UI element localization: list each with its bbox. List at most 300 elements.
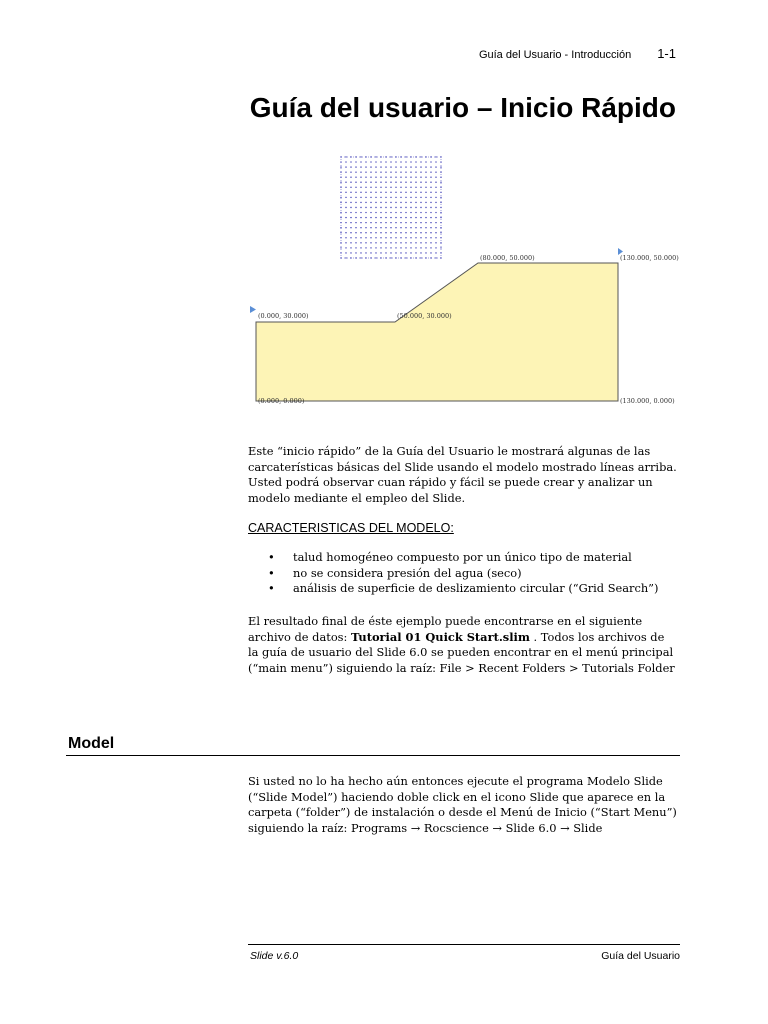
grid-point — [395, 187, 396, 188]
grid-point — [380, 202, 381, 203]
grid-point — [440, 207, 441, 208]
grid-point — [375, 207, 376, 208]
grid-point — [340, 171, 341, 172]
grid-point — [420, 257, 421, 258]
grid-point — [415, 227, 416, 228]
grid-point — [345, 202, 346, 203]
grid-point — [430, 166, 431, 167]
grid-point — [380, 182, 381, 183]
grid-point — [355, 252, 356, 253]
grid-point — [360, 192, 361, 193]
grid-point — [370, 182, 371, 183]
grid-point — [390, 252, 391, 253]
grid-point — [390, 237, 391, 238]
grid-point — [380, 257, 381, 258]
grid-point — [440, 192, 441, 193]
grid-point — [380, 247, 381, 248]
grid-point — [435, 242, 436, 243]
grid-point — [345, 192, 346, 193]
grid-point — [375, 212, 376, 213]
grid-point — [350, 182, 351, 183]
grid-point — [350, 252, 351, 253]
grid-point — [440, 197, 441, 198]
grid-point — [405, 202, 406, 203]
grid-point — [395, 156, 396, 157]
grid-point — [365, 237, 366, 238]
grid-point — [415, 161, 416, 162]
grid-point — [360, 161, 361, 162]
grid-point — [425, 247, 426, 248]
grid-point — [395, 171, 396, 172]
grid-point — [360, 182, 361, 183]
grid-point — [395, 257, 396, 258]
grid-point — [395, 177, 396, 178]
grid-point — [390, 232, 391, 233]
grid-point — [430, 242, 431, 243]
grid-point — [385, 217, 386, 218]
model-line: (“Slide Model”) haciendo doble click en el icono Slide que aparece en la — [248, 789, 666, 804]
grid-point — [390, 222, 391, 223]
file-name: Tutorial 01 Quick Start.slim — [350, 629, 530, 644]
grid-point — [375, 197, 376, 198]
grid-point — [440, 232, 441, 233]
grid-point — [360, 177, 361, 178]
grid-point — [405, 257, 406, 258]
grid-point — [420, 166, 421, 167]
grid-point — [370, 257, 371, 258]
grid-point — [340, 212, 341, 213]
grid-point — [340, 192, 341, 193]
grid-point — [345, 252, 346, 253]
grid-point — [370, 207, 371, 208]
grid-point — [415, 197, 416, 198]
grid-point — [440, 257, 441, 258]
grid-point — [430, 252, 431, 253]
grid-point — [340, 197, 341, 198]
grid-point — [390, 217, 391, 218]
grid-point — [425, 166, 426, 167]
grid-point — [340, 182, 341, 183]
grid-point — [385, 182, 386, 183]
grid-point — [345, 166, 346, 167]
grid-point — [425, 192, 426, 193]
grid-point — [415, 252, 416, 253]
result-paragraph — [248, 614, 688, 676]
grid-point — [360, 222, 361, 223]
section-heading: Model — [68, 735, 115, 752]
grid-point — [440, 187, 441, 188]
grid-point — [410, 161, 411, 162]
grid-point — [405, 217, 406, 218]
grid-point — [370, 247, 371, 248]
grid-point — [355, 202, 356, 203]
grid-point — [430, 192, 431, 193]
grid-point — [360, 187, 361, 188]
grid-point — [405, 222, 406, 223]
grid-point — [430, 156, 431, 157]
slope-material-region — [256, 263, 618, 401]
grid-point — [385, 212, 386, 213]
intro-line: carcaterísticas básicas del Slide usando el modelo mostrado líneas arriba. — [248, 459, 677, 474]
grid-point — [375, 161, 376, 162]
grid-point — [435, 207, 436, 208]
slip-center-grid — [340, 156, 441, 258]
grid-point — [415, 232, 416, 233]
result-line — [248, 630, 688, 646]
grid-point — [365, 177, 366, 178]
grid-point — [440, 242, 441, 243]
grid-point — [350, 232, 351, 233]
grid-point — [395, 166, 396, 167]
grid-point — [400, 187, 401, 188]
grid-point — [440, 171, 441, 172]
grid-point — [405, 242, 406, 243]
grid-point — [405, 247, 406, 248]
result-text: archivo de datos: — [248, 629, 351, 644]
grid-point — [420, 192, 421, 193]
grid-point — [435, 156, 436, 157]
grid-point — [410, 156, 411, 157]
grid-point — [370, 177, 371, 178]
grid-point — [420, 252, 421, 253]
grid-point — [410, 187, 411, 188]
grid-point — [380, 242, 381, 243]
grid-point — [355, 242, 356, 243]
grid-point — [415, 212, 416, 213]
grid-point — [385, 222, 386, 223]
grid-point — [340, 202, 341, 203]
grid-point — [360, 257, 361, 258]
grid-point — [400, 192, 401, 193]
grid-point — [370, 166, 371, 167]
grid-point — [350, 202, 351, 203]
grid-point — [420, 207, 421, 208]
grid-point — [370, 161, 371, 162]
coord-label: (50.000, 30.000) — [397, 312, 452, 320]
grid-point — [375, 192, 376, 193]
grid-point — [390, 247, 391, 248]
grid-point — [355, 192, 356, 193]
grid-point — [360, 227, 361, 228]
grid-point — [435, 202, 436, 203]
grid-point — [340, 217, 341, 218]
grid-point — [395, 202, 396, 203]
grid-point — [355, 182, 356, 183]
grid-point — [395, 222, 396, 223]
grid-point — [405, 197, 406, 198]
grid-point — [425, 171, 426, 172]
grid-point — [390, 207, 391, 208]
grid-point — [400, 166, 401, 167]
model-line: carpeta (“folder”) de instalación o desde el Menú de Inicio (“Start Menu”) — [248, 805, 677, 819]
grid-point — [420, 217, 421, 218]
grid-point — [430, 247, 431, 248]
grid-point — [345, 237, 346, 238]
grid-point — [355, 222, 356, 223]
grid-point — [425, 161, 426, 162]
grid-point — [430, 257, 431, 258]
grid-point — [365, 242, 366, 243]
grid-point — [440, 182, 441, 183]
grid-point — [420, 227, 421, 228]
grid-point — [375, 247, 376, 248]
grid-point — [390, 242, 391, 243]
coord-label: (80.000, 50.000) — [480, 254, 535, 262]
grid-point — [380, 217, 381, 218]
grid-point — [385, 207, 386, 208]
grid-point — [405, 192, 406, 193]
grid-point — [400, 247, 401, 248]
grid-point — [360, 197, 361, 198]
grid-point — [430, 171, 431, 172]
grid-point — [365, 182, 366, 183]
grid-point — [425, 217, 426, 218]
grid-point — [390, 171, 391, 172]
grid-point — [350, 187, 351, 188]
grid-point — [435, 232, 436, 233]
grid-point — [420, 156, 421, 157]
grid-point — [425, 197, 426, 198]
page-title: Guía del usuario – Inicio Rápido — [249, 92, 676, 123]
grid-point — [435, 217, 436, 218]
list-item: • no se considera presión del agua (seco) — [268, 566, 688, 582]
grid-point — [380, 232, 381, 233]
grid-point — [430, 232, 431, 233]
grid-point — [375, 237, 376, 238]
grid-point — [425, 252, 426, 253]
grid-point — [340, 257, 341, 258]
footer-divider — [248, 944, 680, 945]
grid-point — [420, 182, 421, 183]
grid-point — [435, 166, 436, 167]
grid-point — [370, 217, 371, 218]
grid-point — [380, 207, 381, 208]
grid-point — [345, 212, 346, 213]
grid-point — [365, 217, 366, 218]
grid-point — [395, 237, 396, 238]
grid-point — [355, 166, 356, 167]
grid-point — [430, 237, 431, 238]
grid-point — [425, 222, 426, 223]
grid-point — [340, 207, 341, 208]
grid-point — [435, 192, 436, 193]
grid-point — [440, 247, 441, 248]
grid-point — [395, 242, 396, 243]
grid-point — [345, 161, 346, 162]
coord-label: (130.000, 0.000) — [620, 397, 675, 405]
grid-point — [420, 161, 421, 162]
grid-point — [375, 232, 376, 233]
grid-point — [350, 171, 351, 172]
grid-point — [365, 197, 366, 198]
intro-line: Usted podrá observar cuan rápido y fácil se puede crear y analizar un — [248, 475, 653, 489]
grid-point — [365, 257, 366, 258]
grid-point — [345, 257, 346, 258]
grid-point — [410, 182, 411, 183]
grid-point — [380, 187, 381, 188]
grid-point — [430, 187, 431, 188]
grid-point — [390, 161, 391, 162]
grid-point — [420, 242, 421, 243]
grid-point — [425, 207, 426, 208]
grid-point — [405, 207, 406, 208]
grid-point — [385, 242, 386, 243]
model-paragraph — [248, 774, 688, 836]
grid-point — [365, 212, 366, 213]
grid-point — [370, 192, 371, 193]
grid-point — [360, 202, 361, 203]
grid-point — [380, 177, 381, 178]
grid-point — [360, 252, 361, 253]
grid-point — [395, 212, 396, 213]
grid-point — [380, 166, 381, 167]
grid-point — [425, 156, 426, 157]
grid-point — [440, 212, 441, 213]
grid-point — [385, 166, 386, 167]
features-list — [268, 550, 688, 597]
grid-point — [355, 177, 356, 178]
grid-point — [385, 161, 386, 162]
grid-point — [380, 227, 381, 228]
grid-point — [360, 207, 361, 208]
grid-point — [355, 237, 356, 238]
grid-point — [415, 257, 416, 258]
grid-point — [345, 187, 346, 188]
grid-point — [400, 227, 401, 228]
coord-label: (0.000, 0.000) — [258, 397, 305, 405]
grid-point — [420, 177, 421, 178]
grid-point — [430, 227, 431, 228]
grid-point — [350, 192, 351, 193]
grid-point — [345, 171, 346, 172]
grid-point — [375, 187, 376, 188]
grid-point — [400, 212, 401, 213]
grid-point — [435, 237, 436, 238]
grid-point — [355, 156, 356, 157]
grid-point — [350, 156, 351, 157]
grid-point — [435, 177, 436, 178]
grid-point — [390, 156, 391, 157]
grid-point — [440, 177, 441, 178]
grid-point — [365, 192, 366, 193]
grid-point — [370, 212, 371, 213]
grid-point — [420, 171, 421, 172]
grid-point — [405, 212, 406, 213]
grid-point — [365, 227, 366, 228]
grid-point — [355, 171, 356, 172]
grid-point — [370, 242, 371, 243]
grid-point — [410, 237, 411, 238]
grid-point — [345, 197, 346, 198]
grid-point — [365, 161, 366, 162]
intro-line: Este “inicio rápido” de la Guía del Usuario le mostrará algunas de las — [248, 444, 651, 458]
grid-point — [365, 171, 366, 172]
grid-point — [340, 161, 341, 162]
grid-point — [350, 161, 351, 162]
section-divider — [66, 755, 680, 756]
grid-point — [400, 156, 401, 157]
grid-point — [385, 187, 386, 188]
grid-point — [440, 217, 441, 218]
grid-point — [430, 222, 431, 223]
grid-point — [365, 247, 366, 248]
grid-point — [440, 161, 441, 162]
grid-point — [410, 227, 411, 228]
grid-point — [395, 161, 396, 162]
grid-point — [375, 182, 376, 183]
grid-point — [420, 247, 421, 248]
grid-point — [355, 247, 356, 248]
grid-point — [425, 227, 426, 228]
grid-point — [340, 242, 341, 243]
grid-point — [415, 166, 416, 167]
grid-point — [385, 202, 386, 203]
intro-line: modelo mediante el empleo del Slide. — [248, 490, 466, 505]
grid-point — [340, 222, 341, 223]
grid-point — [405, 171, 406, 172]
grid-point — [405, 177, 406, 178]
grid-point — [365, 156, 366, 157]
grid-point — [375, 166, 376, 167]
grid-point — [390, 192, 391, 193]
grid-point — [415, 187, 416, 188]
grid-point — [405, 227, 406, 228]
grid-point — [345, 217, 346, 218]
grid-point — [375, 227, 376, 228]
grid-point — [425, 232, 426, 233]
grid-point — [385, 177, 386, 178]
grid-point — [435, 197, 436, 198]
grid-point — [435, 227, 436, 228]
grid-point — [375, 242, 376, 243]
grid-point — [345, 182, 346, 183]
grid-point — [400, 161, 401, 162]
grid-point — [365, 202, 366, 203]
grid-point — [380, 161, 381, 162]
grid-point — [405, 161, 406, 162]
grid-point — [370, 171, 371, 172]
grid-point — [415, 182, 416, 183]
grid-point — [390, 166, 391, 167]
grid-point — [375, 222, 376, 223]
grid-point — [370, 237, 371, 238]
grid-point — [410, 192, 411, 193]
grid-point — [400, 237, 401, 238]
page-number: 1-1 — [657, 46, 676, 61]
grid-point — [415, 202, 416, 203]
grid-point — [375, 171, 376, 172]
grid-point — [400, 197, 401, 198]
grid-point — [345, 156, 346, 157]
grid-point — [440, 222, 441, 223]
grid-point — [345, 247, 346, 248]
footer-product: Slide v.6.0 — [250, 950, 299, 962]
grid-point — [390, 177, 391, 178]
coord-label: (130.000, 50.000) — [620, 254, 679, 262]
grid-point — [360, 242, 361, 243]
grid-point — [390, 182, 391, 183]
grid-point — [340, 177, 341, 178]
grid-point — [370, 252, 371, 253]
grid-point — [365, 187, 366, 188]
grid-point — [375, 156, 376, 157]
grid-point — [420, 197, 421, 198]
grid-point — [440, 237, 441, 238]
grid-point — [395, 232, 396, 233]
grid-point — [385, 247, 386, 248]
grid-point — [340, 227, 341, 228]
grid-point — [350, 197, 351, 198]
